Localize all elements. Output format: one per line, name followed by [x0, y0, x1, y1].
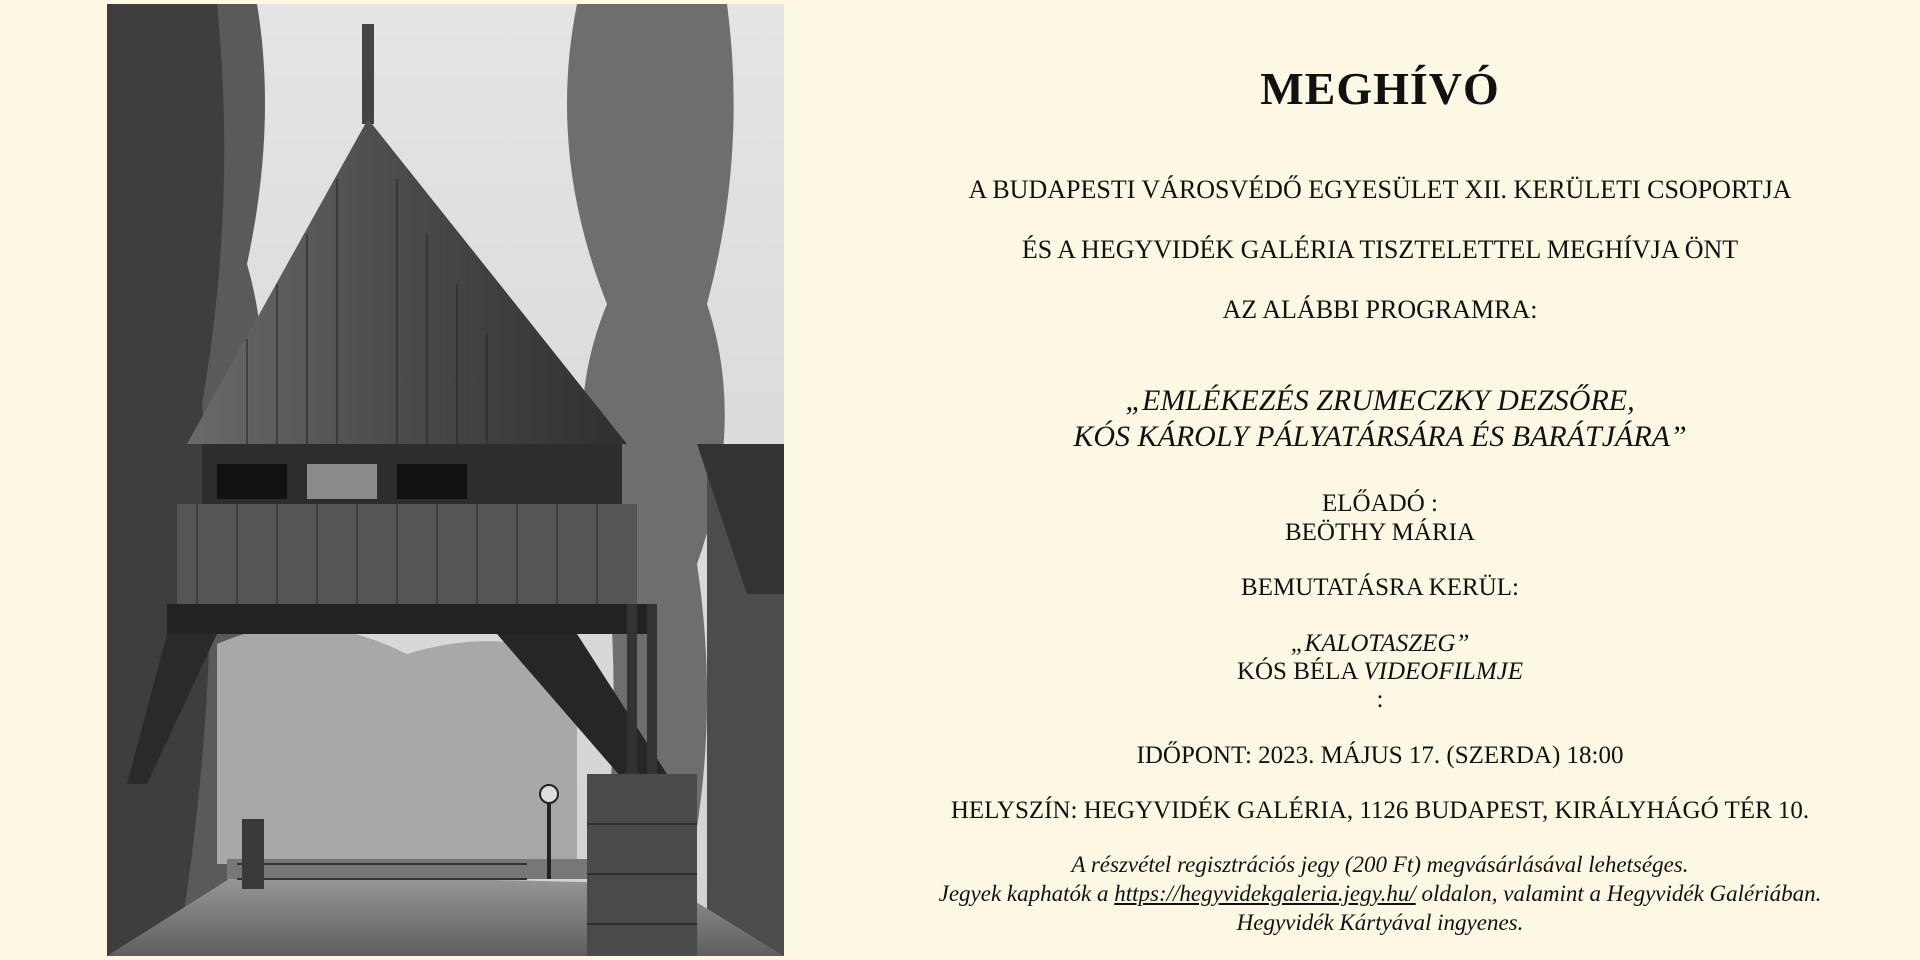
organizer-line-2: ÉS A HEGYVIDÉK GALÉRIA TISZTELETTEL MEGHÍVJA ÖNT: [1021, 235, 1739, 264]
program-title-line-1: „EMLÉKEZÉS ZRUMECZKY DEZSŐRE,: [1125, 384, 1635, 417]
ticket-link[interactable]: https://hegyvidekgaleria.jegy.hu/: [1114, 881, 1416, 906]
gatehouse-photo: [107, 4, 784, 956]
program-title-line-2: KÓS KÁROLY PÁLYATÁRSÁRA ÉS BARÁTJÁRA”: [1073, 420, 1687, 453]
invitation-title: MEGHÍVÓ: [1260, 63, 1500, 114]
film-type: VIDEOFILMJE: [1363, 658, 1524, 685]
organizer-line-3: AZ ALÁBBI PROGRAMRA:: [1222, 295, 1538, 324]
invitation-text: [880, 0, 1880, 960]
organizer-line-1: A BUDAPESTI VÁROSVÉDŐ EGYESÜLET XII. KERÜLETI CSOPORTJA: [968, 175, 1792, 204]
note-line-2-suffix: oldalon, valamint a Hegyvidék Galériában.: [1421, 881, 1822, 906]
film-author-line: [880, 658, 1880, 686]
note-line-2: [880, 881, 1880, 907]
note-line-3: Hegyvidék Kártyával ingyenes.: [1236, 910, 1524, 935]
event-venue: HELYSZÍN: HEGYVIDÉK GALÉRIA, 1126 BUDAPEST, KIRÁLYHÁGÓ TÉR 10.: [950, 797, 1810, 824]
film-author: KÓS BÉLA: [1236, 658, 1358, 685]
gatehouse-photo-illustration: [107, 4, 784, 956]
screening-label: BEMUTATÁSRA KERÜL:: [1241, 574, 1519, 601]
presenter-label: ELŐADÓ :: [1322, 490, 1438, 517]
note-line-2-prefix: Jegyek kaphatók a: [938, 881, 1109, 906]
event-time: IDŐPONT: 2023. MÁJUS 17. (SZERDA) 18:00: [1136, 742, 1624, 769]
film-colon: :: [1376, 686, 1384, 713]
presenter-name: BEÖTHY MÁRIA: [1284, 519, 1476, 546]
note-line-1: A részvétel regisztrációs jegy (200 Ft) megvásárlásával lehetséges.: [1071, 852, 1689, 877]
film-title: „KALOTASZEG”: [1290, 630, 1470, 657]
